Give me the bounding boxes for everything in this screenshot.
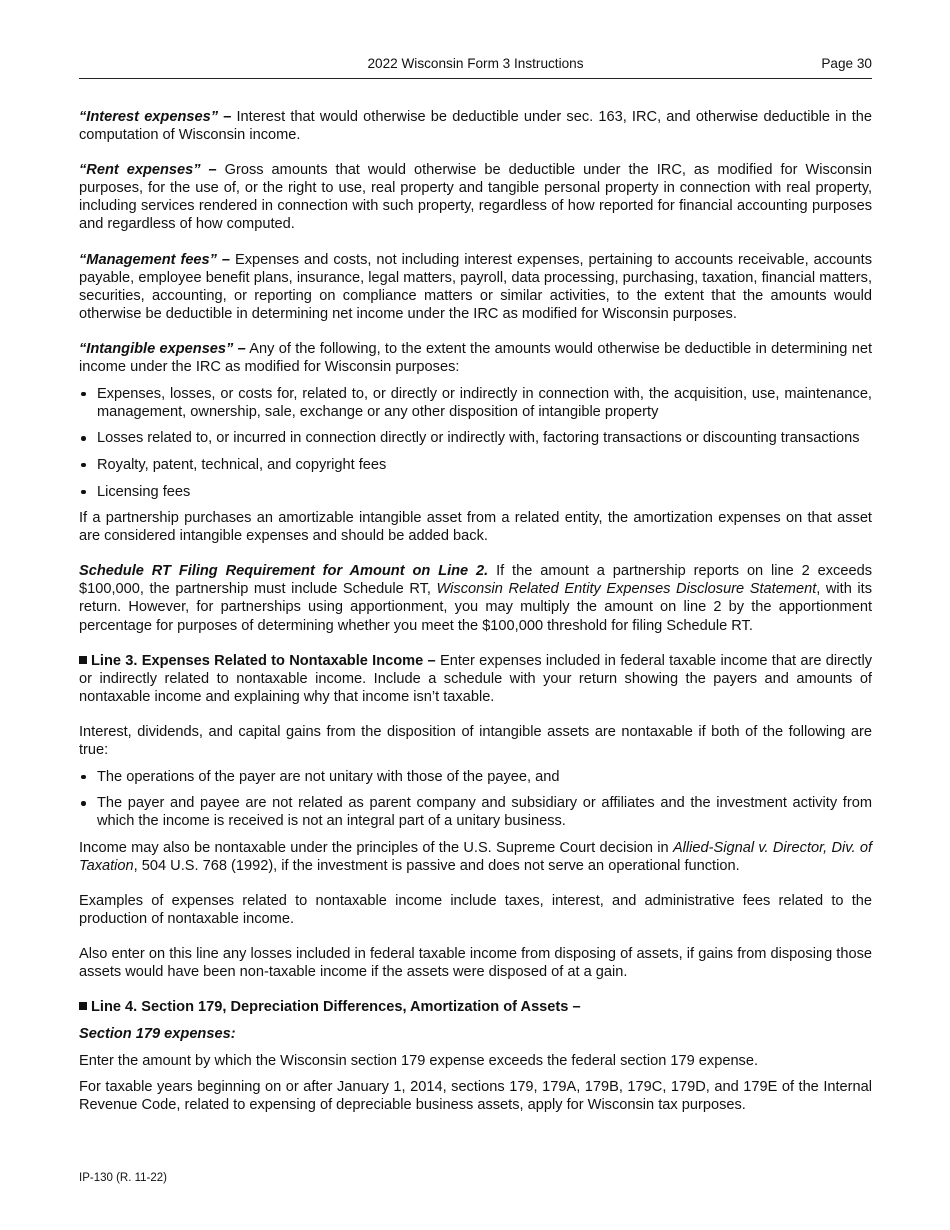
line3-text: Enter expenses included in federal taxable income that are directly or indirectly related to nontaxable income. Include a schedule with your return showing the payers and amounts of nontaxable income and explaining why that income isn’t taxable. [79,652,873,705]
list-item: Losses related to, or incurred in connection directly or indirectly with, factoring transactions or discounting transactions [79,429,872,447]
nontaxable-intro-paragraph: Interest, dividends, and capital gains from the disposition of intangible assets are nontaxable if both of the following are true: [79,723,872,759]
interest-expenses-text: Interest that would otherwise be deductible under sec. 163, IRC, and otherwise deductible in the computation of Wisconsin income. [79,109,872,144]
allied-signal-text-2: , 504 U.S. 768 (1992), if the investment is passive and does not serve an operational function. [133,858,740,874]
schedule-rt-text-1: If the amount a partnership reports on line 2 exceeds $100,000, the partnership must include Schedule RT, [79,563,872,598]
intangible-expenses-list [79,385,872,501]
nontaxable-conditions-list [79,768,872,831]
management-fees-text: Expenses and costs, not including interest expenses, pertaining to accounts receivable, accounts payable, employee benefit plans, insurance, legal matters, payroll, data processing, purchasing, taxation, financial matters, securities, accounting, or reporting on compliance matters or similar activities, to the extent that the amounts would otherwise be deductible in determining net income under the IRC as modified for Wisconsin purposes. [79,251,872,322]
line4-heading: Line 4. Section 179, Depreciation Differences, Amortization of Assets – [91,999,581,1016]
list-item: Expenses, losses, or costs for, related to, or directly or indirectly in connection with, the acquisition, use, maintenance, management, ownership, sale, exchange or any other disposition of intangible property [79,385,872,421]
section179-subheading: Section 179 expenses: [79,1026,236,1043]
page-header [79,55,872,79]
line4-heading-paragraph [79,998,872,1016]
allied-signal-text-1: Income may also be nontaxable under the principles of the U.S. Supreme Court decision in [79,839,673,856]
section179-paragraph-1: Enter the amount by which the Wisconsin section 179 expense exceeds the federal section 179 expense. [79,1052,759,1069]
form-id-footer: IP-130 (R. 11-22) [79,1172,167,1184]
page-content [79,108,872,1114]
section179-paragraph-2: For taxable years beginning on or after January 1, 2014, sections 179, 179A, 179B, 179C, 179D, and 179E of the Internal Revenue Code, related to expensing of depreciable business assets, apply for Wisconsin tax purposes. [79,1079,872,1114]
intangible-expenses-paragraph [79,340,872,376]
list-item: The operations of the payer are not unitary with those of the payee, and [79,768,872,786]
line3-heading: Line 3. Expenses Related to Nontaxable Income – [91,652,436,669]
line3-paragraph [79,652,872,706]
square-bullet-icon [79,1002,87,1010]
square-bullet-icon [79,656,87,664]
management-fees-paragraph [79,251,872,323]
losses-paragraph: Also enter on this line any losses included in federal taxable income from disposing of assets, if gains from disposing those assets would have been non-taxable income if the assets were disposed of at a gain. [79,946,872,981]
rent-expenses-term: “Rent expenses” – [79,162,217,179]
page-number: Page 30 [821,56,872,71]
examples-paragraph: Examples of expenses related to nontaxable income include taxes, interest, and administrative fees related to the production of nontaxable income. [79,893,872,928]
list-item: The payer and payee are not related as parent company and subsidiary or affiliates and the investment activity from which the income is received is not an integral part of a unitary business. [79,794,872,830]
schedule-rt-text-2: , with its return. However, for partnerships using apportionment, you may multiply the amount on line 2 by the apportionment percentage for purposes of determining whether you meet the $100,000 threshold for filing Schedule RT. [79,581,872,634]
management-fees-term: “Management fees” – [79,251,231,268]
intangible-expenses-term: “Intangible expenses” – [79,340,246,357]
amortization-paragraph: If a partnership purchases an amortizable intangible asset from a related entity, the amortization expenses on that asset are considered intangible expenses and should be added back. [79,510,872,545]
interest-expenses-paragraph [79,108,872,144]
schedule-rt-paragraph [79,562,872,634]
rent-expenses-paragraph [79,161,872,233]
schedule-rt-term: Schedule RT Filing Requirement for Amount on Line 2. [79,563,489,580]
allied-signal-paragraph [79,839,872,875]
interest-expenses-term: “Interest expenses” – [79,109,232,125]
rent-expenses-text: Gross amounts that would otherwise be deductible under the IRC, as modified for Wisconsin purposes, for the use of, or the right to use, real property and tangible personal property in connection with real property, including services rendered in connection with such property, regardless of how reported for financial accounting purposes and regardless of how computed. [79,162,873,233]
header-title: 2022 Wisconsin Form 3 Instructions [367,56,584,71]
list-item: Licensing fees [79,483,872,501]
schedule-rt-title: Wisconsin Related Entity Expenses Disclosure Statement [436,581,817,598]
case-name: Allied-Signal v. Director, Div. of Taxation [79,839,872,874]
intangible-expenses-text: Any of the following, to the extent the amounts would otherwise be deductible in determining net income under the IRC as modified for Wisconsin purposes: [79,340,872,376]
list-item: Royalty, patent, technical, and copyright fees [79,456,872,474]
